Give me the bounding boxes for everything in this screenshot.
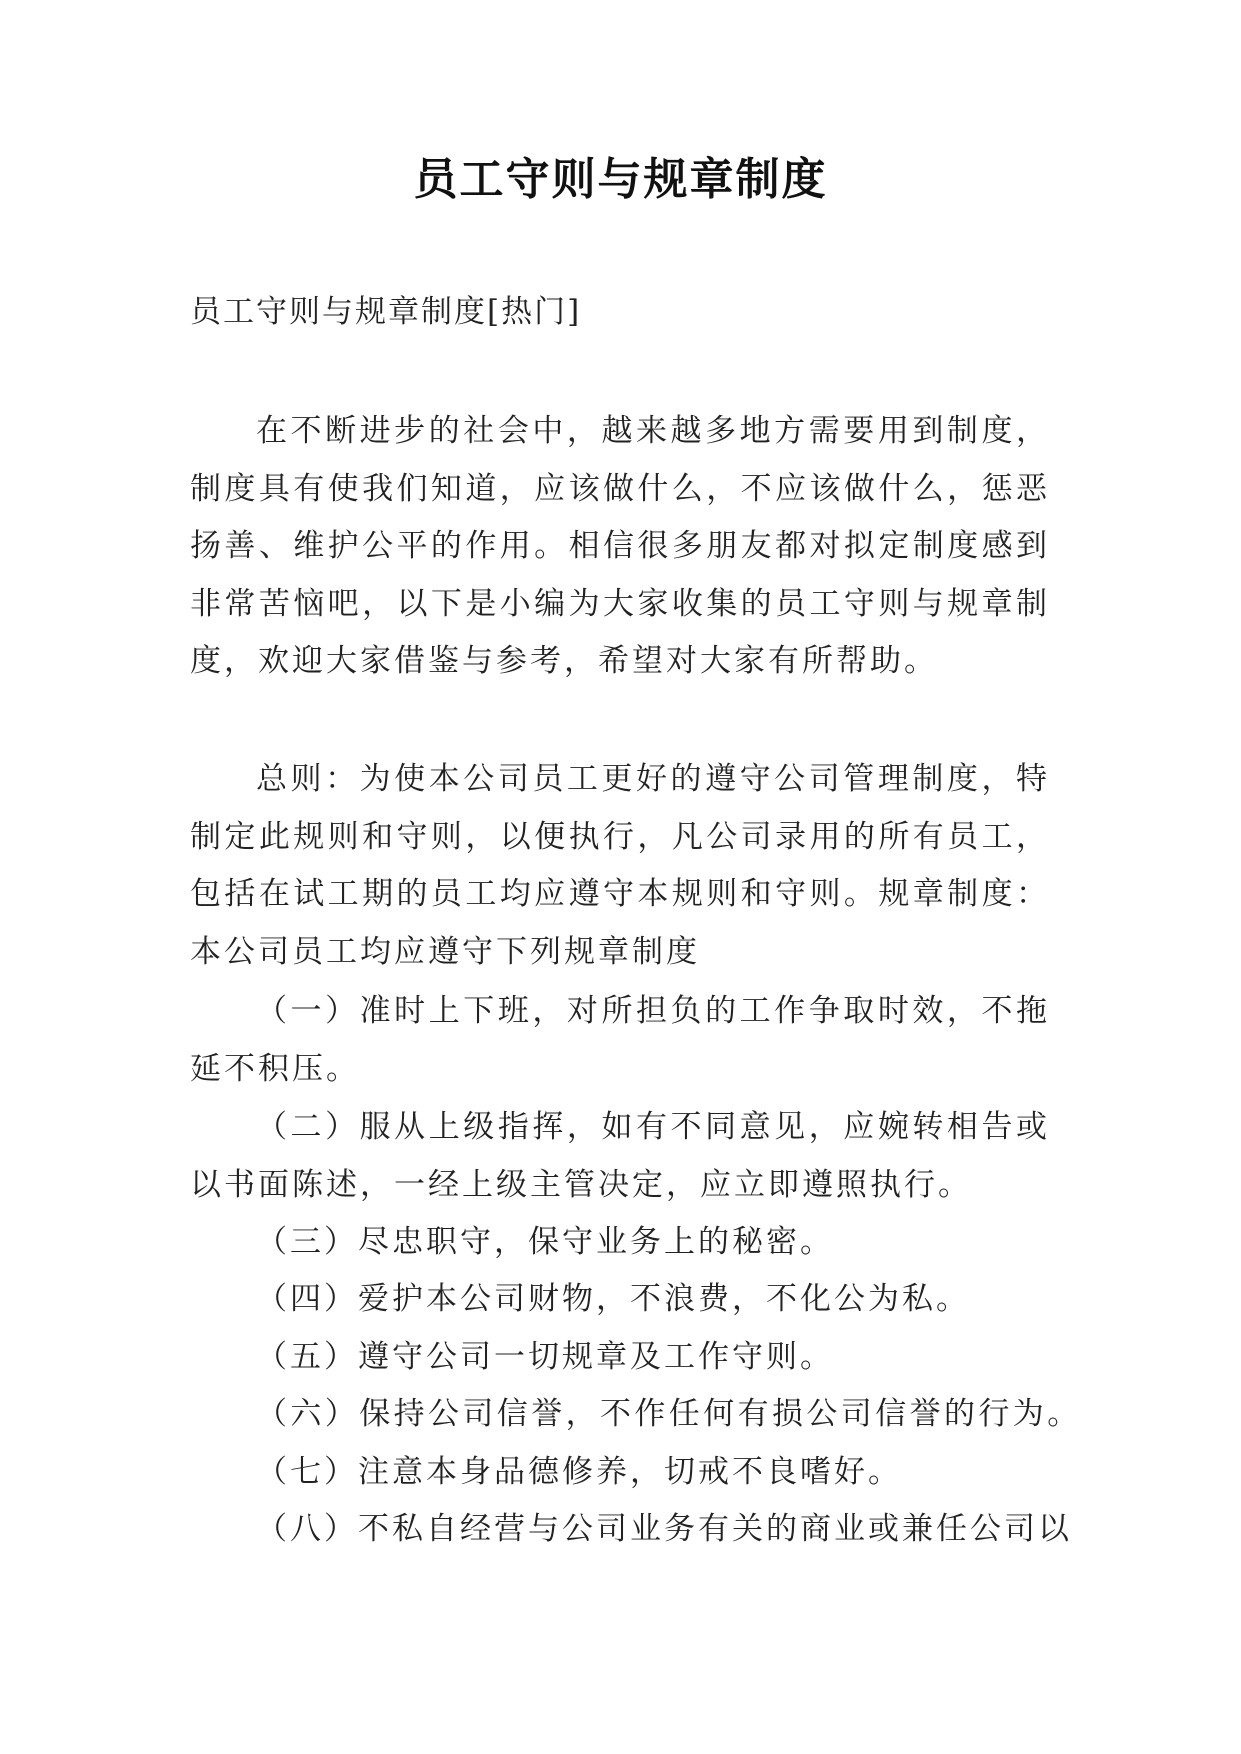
rule-item-7: （七）注意本身品德修养，切戒不良嗜好。: [256, 1454, 902, 1490]
rule-item-2: （二）服从上级指挥，如有不同意见，应婉转相告或以书面陈述，一经上级主管决定，应立即遵照执行。: [190, 1109, 1050, 1203]
rule-item-6: （六）保持公司信誉，不作任何有损公司信誉的行为。: [256, 1396, 1082, 1432]
document-title: 员工守则与规章制度: [413, 154, 828, 205]
rule-item-5: （五）遵守公司一切规章及工作守则。: [256, 1339, 834, 1375]
rule-item-1: （一）准时上下班，对所担负的工作争取时效，不拖延不积压。: [190, 993, 1050, 1087]
rule-item-4: （四）爱护本公司财物，不浪费，不化公为私。: [256, 1281, 970, 1317]
rule-item-3: （三）尽忠职守，保守业务上的秘密。: [256, 1224, 834, 1260]
document-subtitle: 员工守则与规章制度[热门]: [190, 294, 582, 330]
intro-paragraph: 在不断进步的社会中，越来越多地方需要用到制度，制度具有使我们知道，应该做什么，不应该做什么，惩恶扬善、维护公平的作用。相信很多朋友都对拟定制度感到非常苦恼吧，以下是小编为大家收集的员工守则与规章制度，欢迎大家借鉴与参考，希望对大家有所帮助。: [190, 413, 1050, 679]
rule-item-8: （八）不私自经营与公司业务有关的商业或兼任公司以: [256, 1511, 1072, 1547]
general-rules-paragraph: 总则：为使本公司员工更好的遵守公司管理制度，特制定此规则和守则，以便执行，凡公司录用的所有员工，包括在试工期的员工均应遵守本规则和守则。规章制度：本公司员工均应遵守下列规章制度: [190, 761, 1050, 970]
